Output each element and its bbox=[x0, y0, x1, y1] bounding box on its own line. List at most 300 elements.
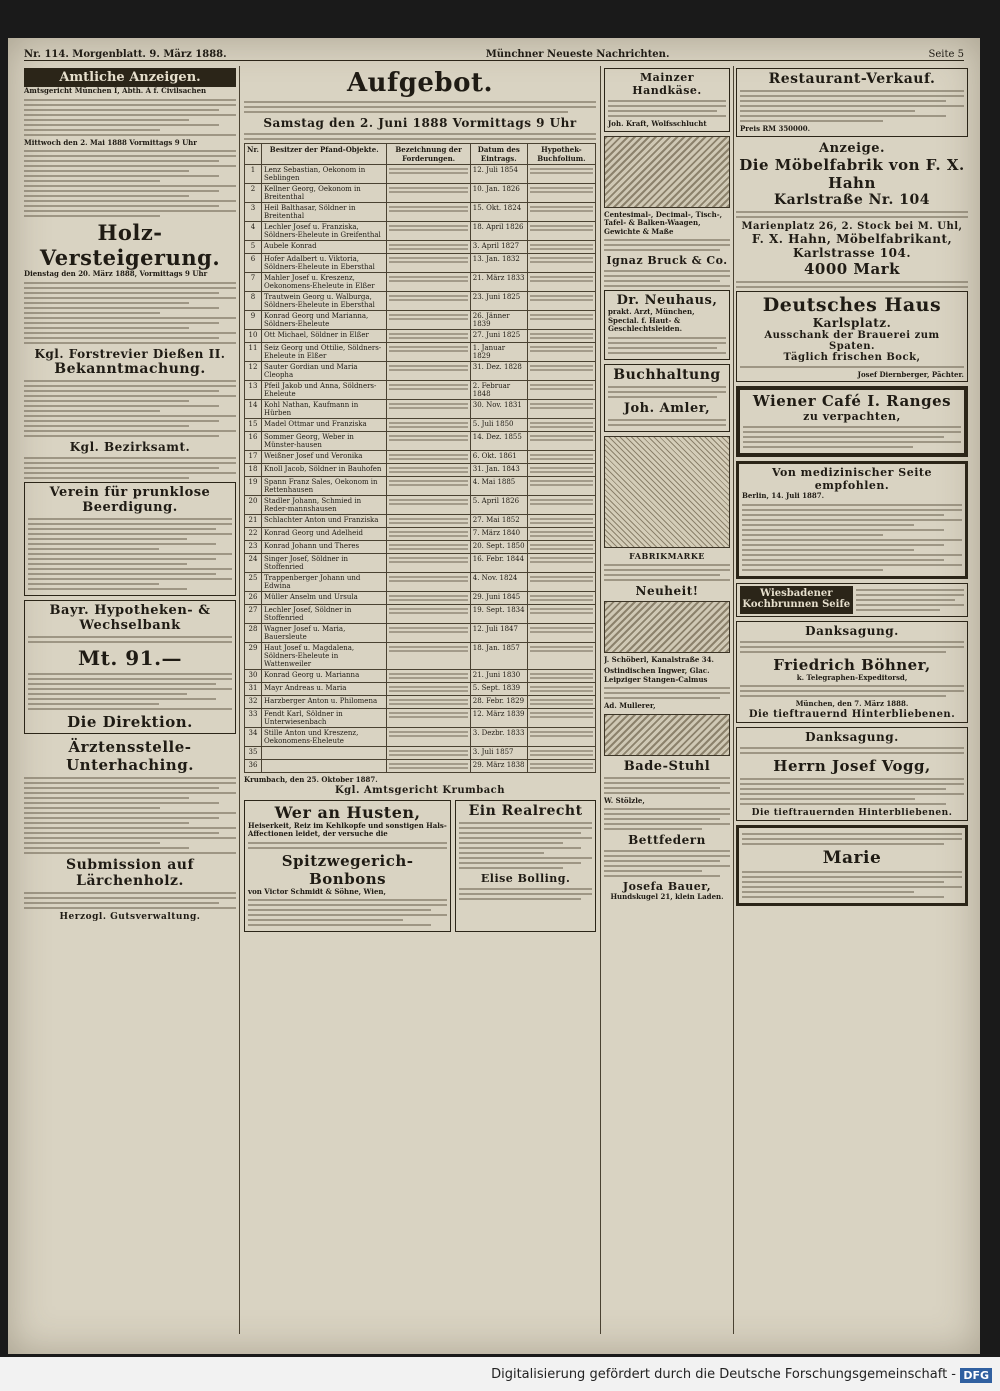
row-number: 30 bbox=[245, 670, 262, 683]
row-date: 2. Februar 1848 bbox=[470, 381, 527, 400]
row-number: 31 bbox=[245, 683, 262, 696]
row-owner: Wagner Josef u. Maria, Bauersleute bbox=[262, 624, 387, 643]
row-date: 3. Dezbr. 1833 bbox=[470, 728, 527, 747]
row-folio bbox=[527, 241, 595, 254]
row-owner: Sommer Georg, Weber in Münster-hausen bbox=[262, 432, 387, 451]
col-header: Bezeichnung der Forderungen. bbox=[387, 144, 470, 165]
col-header: Datum des Eintrags. bbox=[470, 144, 527, 165]
row-date: 19. Sept. 1834 bbox=[470, 605, 527, 624]
row-date: 4. Nov. 1824 bbox=[470, 573, 527, 592]
deutsches-haus-ad bbox=[736, 291, 968, 383]
row-claim bbox=[387, 400, 470, 419]
row-folio bbox=[527, 165, 595, 184]
row-folio bbox=[527, 477, 595, 496]
text-block bbox=[604, 564, 730, 581]
row-date: 31. Dez. 1828 bbox=[470, 362, 527, 381]
row-claim bbox=[387, 573, 470, 592]
text-block bbox=[608, 386, 726, 398]
paper-title: Münchner Neueste Nachrichten. bbox=[485, 49, 670, 60]
row-folio bbox=[527, 362, 595, 381]
row-number: 29 bbox=[245, 643, 262, 670]
row-date: 14. Dez. 1855 bbox=[470, 432, 527, 451]
row-number: 28 bbox=[245, 624, 262, 643]
text-block bbox=[604, 777, 730, 794]
table-row bbox=[245, 747, 596, 760]
text-block bbox=[459, 888, 592, 900]
row-number: 35 bbox=[245, 747, 262, 760]
row-claim bbox=[387, 670, 470, 683]
row-date: 29. März 1838 bbox=[470, 760, 527, 773]
text-block bbox=[742, 504, 962, 571]
row-claim bbox=[387, 311, 470, 330]
row-owner: Müller Anselm und Ursula bbox=[262, 592, 387, 605]
row-number: 18 bbox=[245, 464, 262, 477]
hahn-address: Karlstraße Nr. 104 bbox=[773, 191, 930, 208]
table-row bbox=[245, 670, 596, 683]
row-folio bbox=[527, 541, 595, 554]
row-folio bbox=[527, 330, 595, 343]
row-folio bbox=[527, 311, 595, 330]
table-row bbox=[245, 573, 596, 592]
row-number: 21 bbox=[245, 515, 262, 528]
row-date: 7. März 1840 bbox=[470, 528, 527, 541]
footer-text: Digitalisierung gefördert durch die Deutsche Forschungsgemeinschaft - bbox=[491, 1366, 956, 1382]
neuhaus-ad bbox=[604, 290, 730, 360]
row-folio bbox=[527, 554, 595, 573]
row-folio bbox=[527, 605, 595, 624]
row-owner: Kellner Georg, Oekonom in Breitenthal bbox=[262, 184, 387, 203]
text-block bbox=[740, 747, 964, 754]
row-folio bbox=[527, 273, 595, 292]
verein-title: Verein für prunklose Beerdigung. bbox=[49, 484, 211, 515]
row-date: 23. Juni 1825 bbox=[470, 292, 527, 311]
row-owner: Ott Michael, Söldner in Elßer bbox=[262, 330, 387, 343]
aufgebot-table bbox=[244, 143, 596, 773]
josefa-address: Hundskugel 21, klein Laden. bbox=[610, 892, 724, 901]
row-date: 27. Mai 1852 bbox=[470, 515, 527, 528]
row-owner: Stille Anton und Kreszenz, Oekonomens-Eheleute bbox=[262, 728, 387, 747]
text-block bbox=[608, 100, 726, 117]
row-number: 2 bbox=[245, 184, 262, 203]
text-block bbox=[740, 641, 964, 653]
text-block bbox=[856, 586, 965, 614]
row-date: 6. Okt. 1861 bbox=[470, 451, 527, 464]
dog-illustration bbox=[604, 436, 730, 548]
table-row bbox=[245, 184, 596, 203]
row-date: 30. Nov. 1831 bbox=[470, 400, 527, 419]
row-claim bbox=[387, 528, 470, 541]
row-owner: Haut Josef u. Magdalena, Söldners-Eheleute in Wattenweiler bbox=[262, 643, 387, 670]
row-claim bbox=[387, 496, 470, 515]
row-owner: Hofer Adalbert u. Viktoria, Söldners-Eheleute in Ebersthal bbox=[262, 254, 387, 273]
text-block bbox=[248, 899, 447, 926]
table-row bbox=[245, 496, 596, 515]
row-number: 10 bbox=[245, 330, 262, 343]
row-owner: Fendt Karl, Söldner in Unterwiesenbach bbox=[262, 709, 387, 728]
table-row bbox=[245, 624, 596, 643]
bank-ad bbox=[24, 600, 236, 734]
row-owner: Sauter Gordian und Maria Cleopha bbox=[262, 362, 387, 381]
diernberger: Josef Diernberger, Pächter. bbox=[857, 369, 964, 379]
row-claim bbox=[387, 343, 470, 362]
footer-bar bbox=[0, 1357, 1000, 1391]
row-number: 15 bbox=[245, 419, 262, 432]
marie-ad bbox=[736, 825, 968, 906]
bezirksamt: Kgl. Bezirksamt. bbox=[69, 439, 191, 454]
row-number: 26 bbox=[245, 592, 262, 605]
bank-amount: Mt. 91.— bbox=[77, 645, 183, 670]
bruck-name: Ignaz Bruck & Co. bbox=[606, 254, 728, 267]
wiener-cafe-ad bbox=[736, 386, 968, 457]
row-number: 19 bbox=[245, 477, 262, 496]
row-claim bbox=[387, 222, 470, 241]
row-date: 5. Sept. 1839 bbox=[470, 683, 527, 696]
text-block bbox=[736, 281, 968, 288]
text-block bbox=[740, 778, 964, 805]
row-claim bbox=[387, 728, 470, 747]
row-date: 13. Jan. 1832 bbox=[470, 254, 527, 273]
dfg-logo: DFG bbox=[960, 1368, 992, 1383]
bekanntmachung-title: Bekanntmachung. bbox=[54, 360, 206, 377]
row-folio bbox=[527, 451, 595, 464]
row-folio bbox=[527, 203, 595, 222]
row-date: 12. Juli 1854 bbox=[470, 165, 527, 184]
termin-line: Mittwoch den 2. Mai 1888 Vormittags 9 Uhr bbox=[24, 137, 197, 147]
row-folio bbox=[527, 496, 595, 515]
text-block bbox=[740, 366, 964, 368]
row-folio bbox=[527, 573, 595, 592]
amler-name: Joh. Amler, bbox=[623, 400, 711, 416]
scale-illustration bbox=[604, 136, 730, 208]
row-owner: Stadler Johann, Schmied in Reder-mannshausen bbox=[262, 496, 387, 515]
herzogl: Herzogl. Gutsverwaltung. bbox=[59, 911, 201, 922]
table-row bbox=[245, 728, 596, 747]
holz-title: Holz-Versteigerung. bbox=[39, 220, 221, 270]
text-block bbox=[24, 457, 236, 479]
table-row bbox=[245, 451, 596, 464]
row-number: 11 bbox=[245, 343, 262, 362]
amtsgericht-notice: Amtsgericht München I, Abth. A f. Civilsachen bbox=[24, 86, 207, 95]
table-row bbox=[245, 683, 596, 696]
row-folio bbox=[527, 670, 595, 683]
row-folio bbox=[527, 624, 595, 643]
text-block bbox=[742, 833, 962, 845]
restaurant-price: Preis RM 350000. bbox=[740, 124, 811, 133]
row-owner: Seiz Georg und Ottilie, Söldners-Eheleute in Elßer bbox=[262, 343, 387, 362]
col-header: Nr. bbox=[245, 144, 262, 165]
ausschank: Ausschank der Brauerei zum Spaten. bbox=[764, 329, 940, 352]
holz-date: Dienstag den 20. März 1888, Vormittags 9 Uhr bbox=[24, 269, 208, 278]
trauernd: Die tieftrauernd Hinterbliebenen. bbox=[748, 708, 956, 720]
row-date: 29. Juni 1845 bbox=[470, 592, 527, 605]
pram-illustration bbox=[604, 601, 730, 653]
text-block bbox=[604, 270, 730, 287]
masthead bbox=[24, 44, 964, 61]
aufgebot-title: Aufgebot. bbox=[346, 68, 494, 98]
row-claim bbox=[387, 241, 470, 254]
row-date: 16. Febr. 1844 bbox=[470, 554, 527, 573]
row-claim bbox=[387, 709, 470, 728]
text-block bbox=[248, 842, 447, 849]
row-number: 17 bbox=[245, 451, 262, 464]
realrecht-title: Ein Realrecht bbox=[468, 802, 583, 819]
issue-label: Nr. 114. Morgenblatt. 9. März 1888. bbox=[24, 49, 227, 60]
row-date: 27. Juni 1825 bbox=[470, 330, 527, 343]
row-number: 22 bbox=[245, 528, 262, 541]
row-claim bbox=[387, 273, 470, 292]
row-owner: Aubele Konrad bbox=[262, 241, 387, 254]
row-folio bbox=[527, 592, 595, 605]
table-row bbox=[245, 760, 596, 773]
table-row bbox=[245, 432, 596, 451]
text-block bbox=[24, 150, 236, 217]
row-number: 27 bbox=[245, 605, 262, 624]
row-claim bbox=[387, 451, 470, 464]
row-number: 20 bbox=[245, 496, 262, 515]
hahn-signature2: Karlstrasse 104. bbox=[792, 245, 912, 260]
row-folio bbox=[527, 747, 595, 760]
text-block bbox=[244, 133, 596, 140]
boehner-sub: k. Telegraphen-Expeditorsd, bbox=[796, 672, 908, 682]
row-folio bbox=[527, 683, 595, 696]
table-row bbox=[245, 592, 596, 605]
text-block bbox=[28, 518, 232, 590]
table-row bbox=[245, 330, 596, 343]
schoberl-name: J. Schöberl, Kanalstraße 34. bbox=[604, 654, 714, 664]
restaurant-ad bbox=[736, 68, 968, 137]
wiesbadener-ad bbox=[736, 583, 968, 617]
row-folio bbox=[527, 184, 595, 203]
row-folio bbox=[527, 515, 595, 528]
wiener-title: Wiener Café I. Ranges bbox=[752, 392, 952, 410]
row-folio bbox=[527, 760, 595, 773]
medizin-date: Berlin, 14. Juli 1887. bbox=[742, 491, 825, 500]
row-claim bbox=[387, 165, 470, 184]
table-row bbox=[245, 292, 596, 311]
table-row bbox=[245, 273, 596, 292]
husten-ad bbox=[244, 800, 451, 933]
row-date: 10. Jan. 1826 bbox=[470, 184, 527, 203]
aufgebot-date: Samstag den 2. Juni 1888 Vormittags 9 Uhr bbox=[263, 116, 577, 130]
row-folio bbox=[527, 709, 595, 728]
column-rule bbox=[239, 66, 240, 1334]
danksagung-title: Danksagung. bbox=[805, 623, 899, 638]
row-number: 3 bbox=[245, 203, 262, 222]
text-block bbox=[743, 426, 961, 448]
row-date: 21. März 1833 bbox=[470, 273, 527, 292]
row-folio bbox=[527, 254, 595, 273]
bottom-ads bbox=[244, 800, 596, 937]
row-number: 32 bbox=[245, 696, 262, 709]
row-claim bbox=[387, 464, 470, 477]
column-rule bbox=[600, 66, 601, 1334]
boehner-name: Friedrich Böhner, bbox=[773, 655, 931, 674]
row-claim bbox=[387, 541, 470, 554]
row-claim bbox=[387, 605, 470, 624]
mullerer-name: Ad. Mullerer, bbox=[604, 701, 656, 710]
table-row bbox=[245, 254, 596, 273]
row-claim bbox=[387, 432, 470, 451]
row-date: 18. April 1826 bbox=[470, 222, 527, 241]
row-folio bbox=[527, 728, 595, 747]
table-row bbox=[245, 643, 596, 670]
realrecht-ad bbox=[455, 800, 596, 933]
table-row bbox=[245, 241, 596, 254]
row-number: 5 bbox=[245, 241, 262, 254]
row-folio bbox=[527, 292, 595, 311]
row-number: 4 bbox=[245, 222, 262, 241]
table-row bbox=[245, 343, 596, 362]
row-owner: Mayr Andreas u. Maria bbox=[262, 683, 387, 696]
deutsches-haus-title: Deutsches Haus bbox=[762, 293, 942, 316]
table-row bbox=[245, 464, 596, 477]
row-number: 7 bbox=[245, 273, 262, 292]
row-folio bbox=[527, 222, 595, 241]
verpachten: zu verpachten, bbox=[803, 410, 901, 423]
stolzle-name: W. Stölzle, bbox=[604, 795, 645, 805]
row-owner: Madel Ottmar und Franziska bbox=[262, 419, 387, 432]
danksagung-1 bbox=[736, 621, 968, 723]
column-3 bbox=[604, 68, 730, 1334]
table-row bbox=[245, 400, 596, 419]
row-claim bbox=[387, 381, 470, 400]
row-claim bbox=[387, 477, 470, 496]
row-number: 25 bbox=[245, 573, 262, 592]
danksagung2-title: Danksagung. bbox=[805, 729, 899, 744]
row-date: 5. April 1826 bbox=[470, 496, 527, 515]
row-claim bbox=[387, 362, 470, 381]
medizin-ad bbox=[736, 461, 968, 579]
row-owner bbox=[262, 760, 387, 773]
table-row bbox=[245, 311, 596, 330]
row-claim bbox=[387, 254, 470, 273]
husten-title: Wer an Husten, bbox=[274, 802, 421, 822]
table-row bbox=[245, 554, 596, 573]
submission-title: Submission auf Lärchenholz. bbox=[66, 856, 194, 889]
restaurant-title: Restaurant-Verkauf. bbox=[768, 71, 936, 87]
row-owner: Harzberger Anton u. Philomena bbox=[262, 696, 387, 709]
row-claim bbox=[387, 419, 470, 432]
row-folio bbox=[527, 381, 595, 400]
buchhaltung-ad bbox=[604, 364, 730, 432]
buchhaltung-title: Buchhaltung bbox=[613, 366, 721, 383]
newspaper-page bbox=[8, 38, 980, 1354]
row-number: 23 bbox=[245, 541, 262, 554]
row-claim bbox=[387, 683, 470, 696]
text-block bbox=[608, 419, 726, 426]
row-claim bbox=[387, 184, 470, 203]
eifer-name: Elise Bolling. bbox=[480, 871, 571, 885]
text-block bbox=[24, 777, 236, 854]
table-row bbox=[245, 222, 596, 241]
table-row bbox=[245, 419, 596, 432]
row-owner: Spann Franz Sales, Oekonom in Rettenhausen bbox=[262, 477, 387, 496]
text-block bbox=[24, 99, 236, 136]
row-claim bbox=[387, 292, 470, 311]
marie-name: Marie bbox=[822, 847, 882, 868]
mark-amount: 4000 Mark bbox=[803, 259, 901, 278]
row-date: 4. Mai 1885 bbox=[470, 477, 527, 496]
row-number: 6 bbox=[245, 254, 262, 273]
badestuhl-title: Bade-Stuhl bbox=[623, 758, 711, 774]
text-block bbox=[736, 211, 968, 218]
hahn-branch: Marienplatz 26, 2. Stock bei M. Uhl, bbox=[741, 220, 963, 232]
text-block bbox=[740, 685, 964, 697]
trauernd2: Die tieftrauernden Hinterbliebenen. bbox=[751, 807, 953, 818]
row-number: 1 bbox=[245, 165, 262, 184]
table-row bbox=[245, 605, 596, 624]
row-number: 24 bbox=[245, 554, 262, 573]
table-row bbox=[245, 381, 596, 400]
row-date: 21. Juni 1830 bbox=[470, 670, 527, 683]
row-owner: Mahler Josef u. Kreszenz, Oekonomens-Eheleute in Elßer bbox=[262, 273, 387, 292]
text-block bbox=[604, 808, 730, 830]
table-row bbox=[245, 165, 596, 184]
row-date: 31. Jan. 1843 bbox=[470, 464, 527, 477]
table-row bbox=[245, 515, 596, 528]
husten-sub: Heiserkeit, Reiz im Kehlkopfe und sonstigen Hals-Affectionen leidet, der versuche die bbox=[248, 820, 447, 838]
text-block bbox=[244, 101, 596, 113]
text-block bbox=[24, 282, 236, 344]
text-block bbox=[604, 850, 730, 877]
row-owner: Pfeil Jakob und Anna, Söldners-Eheleute bbox=[262, 381, 387, 400]
row-claim bbox=[387, 330, 470, 343]
row-number: 36 bbox=[245, 760, 262, 773]
row-claim bbox=[387, 554, 470, 573]
row-owner: Lechler Josef, Söldner in Stoffenried bbox=[262, 605, 387, 624]
table-header-row bbox=[245, 144, 596, 165]
row-folio bbox=[527, 528, 595, 541]
table-row bbox=[245, 696, 596, 709]
fabrikmarke-label: FABRIKMARKE bbox=[629, 550, 705, 561]
row-owner: Trautwein Georg u. Walburga, Söldners-Eheleute in Ebersthal bbox=[262, 292, 387, 311]
row-owner: Konrad Georg und Adelheid bbox=[262, 528, 387, 541]
row-number: 9 bbox=[245, 311, 262, 330]
row-number: 34 bbox=[245, 728, 262, 747]
row-claim bbox=[387, 624, 470, 643]
bank-title: Bayr. Hypotheken- & Wechselbank bbox=[49, 602, 211, 633]
bonbons-title: Spitzwegerich-Bonbons bbox=[281, 851, 414, 888]
amtliche-heading: Amtliche Anzeigen. bbox=[24, 68, 236, 87]
hahn-signature: F. X. Hahn, Möbelfabrikant, bbox=[751, 231, 953, 246]
row-number: 13 bbox=[245, 381, 262, 400]
row-claim bbox=[387, 643, 470, 670]
karlsplatz: Karlsplatz. bbox=[812, 315, 892, 330]
row-claim bbox=[387, 592, 470, 605]
court-name: Kgl. Amtsgericht Krumbach bbox=[334, 784, 506, 796]
vogg-name: Herrn Josef Vogg, bbox=[773, 756, 931, 775]
mainzer-ad bbox=[604, 68, 730, 132]
bonbons-maker: von Victor Schmidt & Söhne, Wien, bbox=[248, 886, 386, 896]
column-2 bbox=[244, 68, 596, 1334]
row-date: 18. Jan. 1857 bbox=[470, 643, 527, 670]
medizin-title: Von medizinischer Seite empfohlen. bbox=[771, 466, 932, 492]
row-number: 8 bbox=[245, 292, 262, 311]
column-1 bbox=[24, 68, 236, 1334]
row-folio bbox=[527, 432, 595, 451]
row-owner: Lechler Josef u. Franziska, Söldners-Eheleute in Greifenthal bbox=[262, 222, 387, 241]
row-folio bbox=[527, 643, 595, 670]
row-claim bbox=[387, 696, 470, 709]
place-date: Krumbach, den 25. Oktober 1887. bbox=[244, 775, 378, 784]
row-folio bbox=[527, 400, 595, 419]
hahn-title: Die Möbelfabrik von F. X. Hahn bbox=[739, 155, 965, 192]
row-date: 3. April 1827 bbox=[470, 241, 527, 254]
row-date: 26. Jänner 1839 bbox=[470, 311, 527, 330]
chair-illustration bbox=[604, 714, 730, 756]
row-owner: Weißner Josef und Veronika bbox=[262, 451, 387, 464]
row-claim bbox=[387, 203, 470, 222]
